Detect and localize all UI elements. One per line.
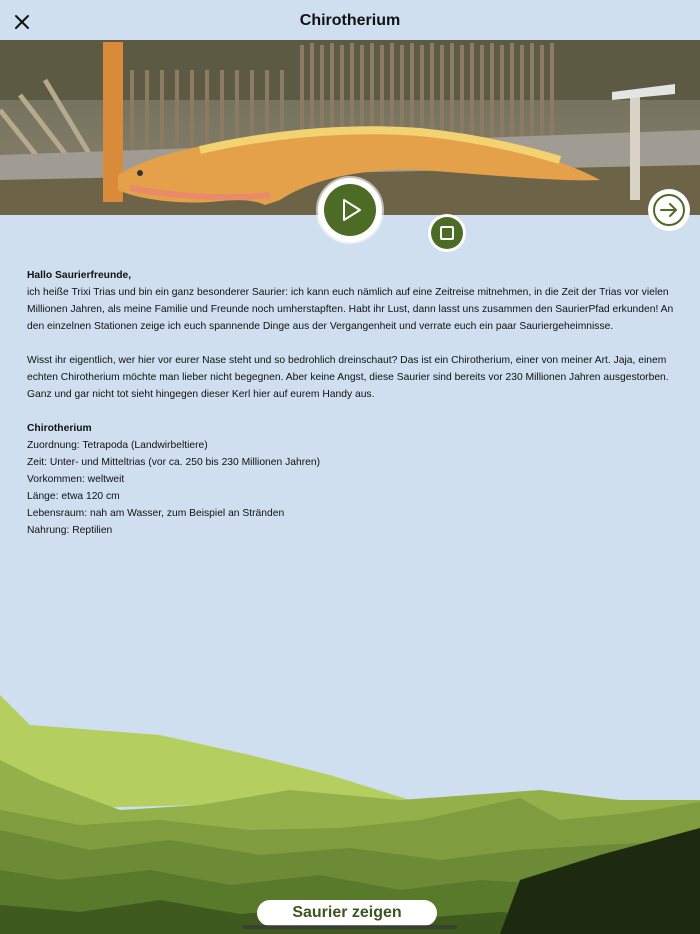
- arrow-right-icon: [651, 192, 687, 228]
- fact-item: Länge: etwa 120 cm: [27, 491, 120, 502]
- intro-text: ich heiße Trixi Trias und bin ein ganz besonderer Saurier: ich kann euch nämlich auf eine Zeitreise mitnehmen, in die Zeit der Trias vor vielen Millionen Jahren, als meine Familie und Freunde noch umherstapften. Habt ihr Lust, dann lasst uns zusammen den SaurierPfad erkunden! An den einzelnen Stationen zeige ich euch spannende Dinge aus der Vergangenheit und verrate euch ein paar Sauriergeheimnisse.: [27, 287, 674, 332]
- fact-item: Zuordnung: Tetrapoda (Landwirbeltiere): [27, 440, 208, 451]
- stop-button-face: [431, 217, 463, 249]
- fact-item: Vorkommen: weltweit: [27, 474, 125, 485]
- fact-item: Lebensraum: nah am Wasser, zum Beispiel an Stränden: [27, 508, 285, 519]
- stop-icon: [438, 224, 456, 242]
- description-paragraph: Wisst ihr eigentlich, wer hier vor eurer Nase steht und so bedrohlich dreinschaut? Das ist ein Chirotherium, einer von meiner Art. Jaja, einem echten Chirotherium möchte man lieber nicht begegnen. Aber keine Angst, diese Saurier sind bereits vor 230 Millionen Jahren ausgestorben. Ganz und gar nicht tot sieht hingegen dieser Kerl hier auf eurem Handy aus.: [27, 355, 669, 400]
- landscape-illustration: [0, 680, 700, 934]
- next-button[interactable]: [648, 189, 690, 231]
- play-button[interactable]: [318, 178, 382, 242]
- facts-block: [27, 420, 677, 539]
- home-indicator: [243, 925, 457, 929]
- fact-item: Zeit: Unter- und Mitteltrias (vor ca. 250 bis 230 Millionen Jahren): [27, 457, 321, 468]
- page-title: Chirotherium: [299, 12, 401, 29]
- station-text: [27, 267, 677, 539]
- play-icon: [335, 195, 365, 225]
- intro-paragraph: [27, 267, 677, 335]
- play-button-face: [324, 184, 376, 236]
- top-bar: [0, 0, 700, 44]
- greeting-heading: Hallo Saurierfreunde,: [27, 270, 132, 281]
- facts-title: Chirotherium: [27, 423, 92, 434]
- stop-button[interactable]: [428, 214, 466, 252]
- show-dinosaur-button[interactable]: Saurier zeigen: [257, 900, 437, 926]
- fact-item: Nahrung: Reptilien: [27, 525, 113, 536]
